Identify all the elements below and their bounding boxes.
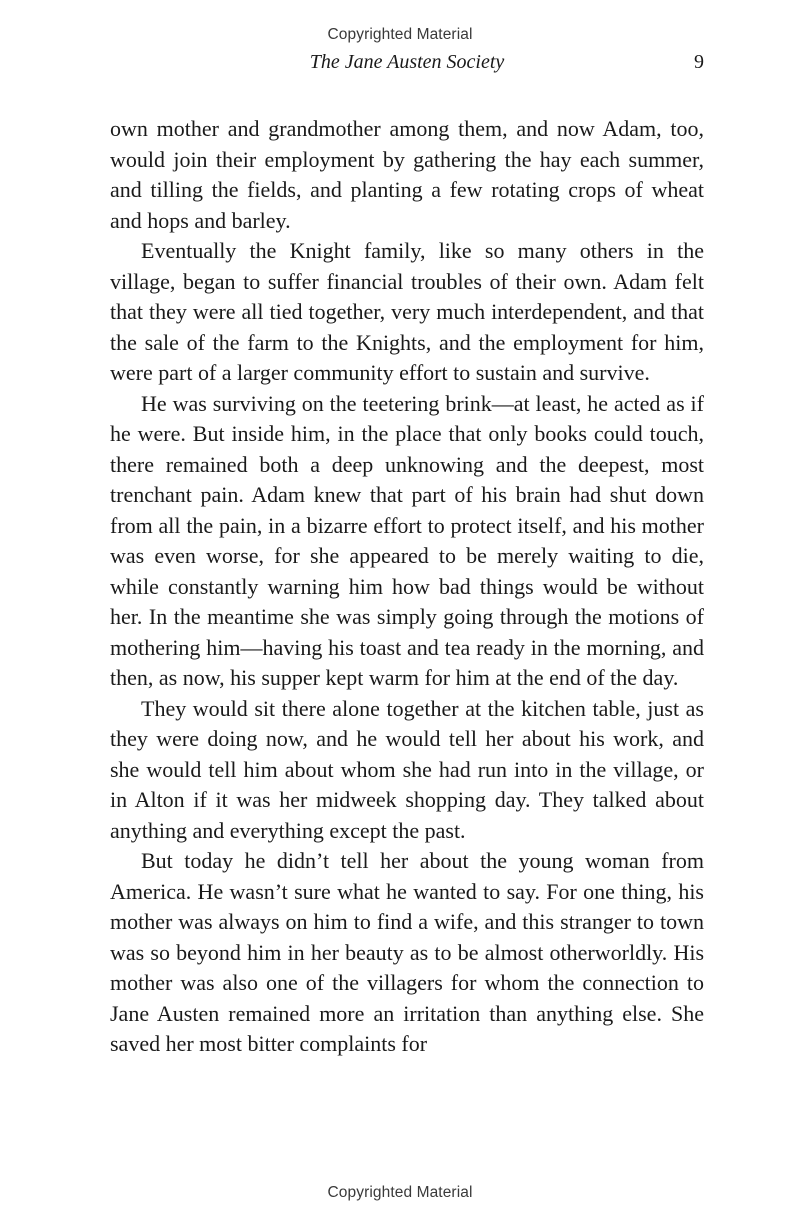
running-title: The Jane Austen Society [309,51,505,73]
paragraph-4: They would sit there alone together at the kitchen table, just as they were doing now, and he would tell her about his work, and she would tell him about whom she had run into in the village, or in Alton if it was her midweek shopping day. They talked about anything and everything except the past. [110,695,704,843]
paragraph-2: Eventually the Knight family, like so many others in the village, began to suffer financial troubles of their own. Adam felt that they were all tied together, very much interdependent, and that the sale of the farm to the Knights, and the employment for him, were part of a larger community effort to sustain and survive. [110,238,704,385]
copyright-watermark-bottom: Copyrighted Material [327,1184,473,1201]
running-header [110,51,704,79]
copyright-watermark-top: Copyrighted Material [327,26,473,43]
paragraph-5: But today he didn’t tell her about the young woman from America. He wasn’t sure what he wanted to say. For one thing, his mother was always on him to find a wife, and this stranger to town was so beyond him in her beauty as to be almost otherworldly. His mother was also one of the villagers for whom the connection to Jane Austen remained more an irritation than anything else. She saved her most bitter complaints for [110,848,704,1056]
page-number: 9 [694,51,704,73]
paragraph-1: own mother and grandmother among them, and now Adam, too, would join their employment by gathering the hay each summer, and tilling the fields, and planting a few rotating crops of wheat and hops and barley. [110,116,704,233]
body-text [110,114,704,1060]
paragraph-3: He was surviving on the teetering brink—at least, he acted as if he were. But inside him, in the place that only books could touch, there remained both a deep unknowing and the deepest, most trenchant pain. Adam knew that part of his brain had shut down from all the pain, in a bizarre effort to protect itself, and his mother was even worse, for she appeared to be merely waiting to die, while constantly warning him how bad things would be without her. In the meantime she was simply going through the motions of mothering him—having his toast and tea ready in the morning, and then, as now, his supper kept warm for him at the end of the day. [110,390,704,690]
